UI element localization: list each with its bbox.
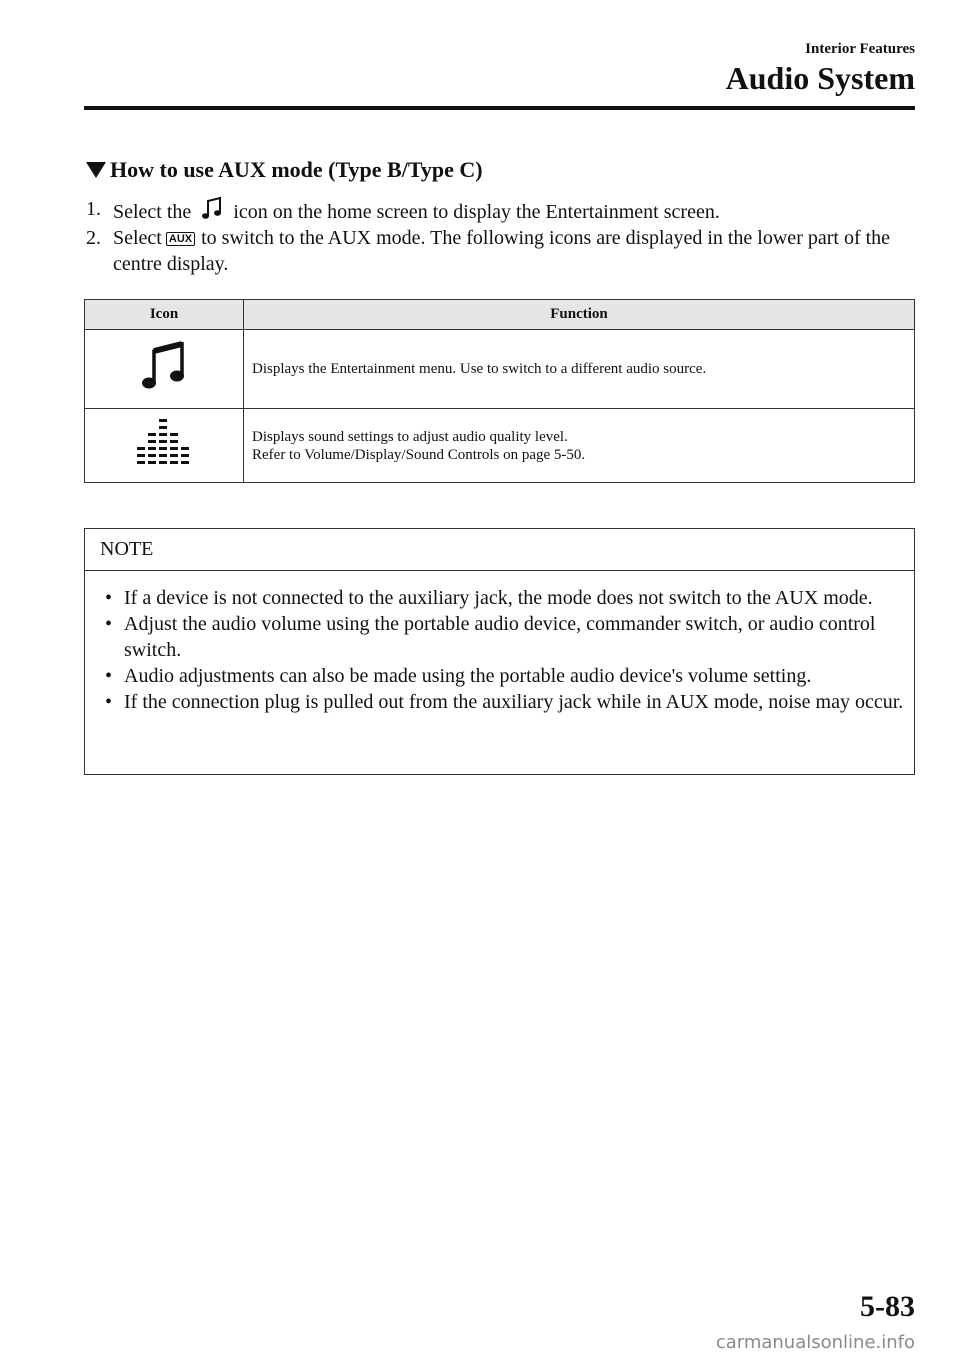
table-function-cell xyxy=(244,330,915,409)
function-text: Displays the Entertainment menu. Use to switch to a different audio source. xyxy=(252,361,707,377)
table-icon-cell xyxy=(85,330,244,409)
aux-icon: AUX xyxy=(166,232,195,246)
bullet: • xyxy=(105,587,113,609)
section-title: Audio System xyxy=(725,60,915,96)
function-text: Displays sound settings to adjust audio quality level. xyxy=(252,428,568,445)
note-item-text: Adjust the audio volume using the portable audio device, commander switch, or audio control switch. xyxy=(124,613,876,661)
triangle-marker-icon xyxy=(86,162,106,178)
step-text-before: Select the xyxy=(113,201,192,223)
list-item xyxy=(105,689,904,715)
function-text: Refer to Volume/Display/Sound Controls on page 5-50. xyxy=(252,446,586,463)
table-row xyxy=(85,330,915,409)
subsection-heading-text: How to use AUX mode (Type B/Type C) xyxy=(110,157,483,182)
subsection-heading xyxy=(86,157,483,183)
note-item-text: If a device is not connected to the auxiliary jack, the mode does not switch to the AUX mode. xyxy=(124,587,873,609)
table-function-cell xyxy=(244,409,915,483)
step-text xyxy=(113,225,916,277)
step-number: 2. xyxy=(86,227,101,249)
chapter-title: Interior Features xyxy=(805,41,915,57)
step-1 xyxy=(86,196,916,225)
icon-function-table xyxy=(84,299,915,483)
table-header-function: Function xyxy=(244,300,915,330)
list-item xyxy=(105,611,904,663)
footer-watermark: carmanualsonline.info xyxy=(715,1332,915,1353)
note-title: NOTE xyxy=(85,529,914,571)
step-text-after: icon on the home screen to display the Entertainment screen. xyxy=(233,201,720,223)
header-rule xyxy=(84,106,915,110)
bullet: • xyxy=(105,665,113,687)
bullet: • xyxy=(105,691,113,713)
list-item xyxy=(105,585,904,611)
list-item xyxy=(105,663,904,689)
bullet: • xyxy=(105,613,113,635)
table-header-icon: Icon xyxy=(85,300,244,330)
note-item-text: If the connection plug is pulled out from the auxiliary jack while in AUX mode, noise may occur. xyxy=(124,691,904,713)
music-note-icon xyxy=(140,341,188,393)
note-list xyxy=(85,585,914,715)
step-2 xyxy=(86,225,916,277)
step-number: 1. xyxy=(86,198,101,220)
steps-list xyxy=(86,196,916,277)
step-text-before: Select xyxy=(113,227,162,249)
page-number: 5-83 xyxy=(860,1290,915,1323)
page-header xyxy=(726,40,915,96)
music-note-icon xyxy=(200,196,224,222)
table-icon-cell xyxy=(85,409,244,483)
table-header-row xyxy=(85,300,915,330)
note-item-text: Audio adjustments can also be made using the portable audio device's volume setting. xyxy=(124,665,812,687)
step-text-after: to switch to the AUX mode. The following icons are displayed in the lower part of the centre display. xyxy=(113,227,891,275)
table-row xyxy=(85,409,915,483)
step-text xyxy=(113,196,720,225)
note-box xyxy=(84,528,915,775)
equalizer-icon xyxy=(137,419,191,467)
